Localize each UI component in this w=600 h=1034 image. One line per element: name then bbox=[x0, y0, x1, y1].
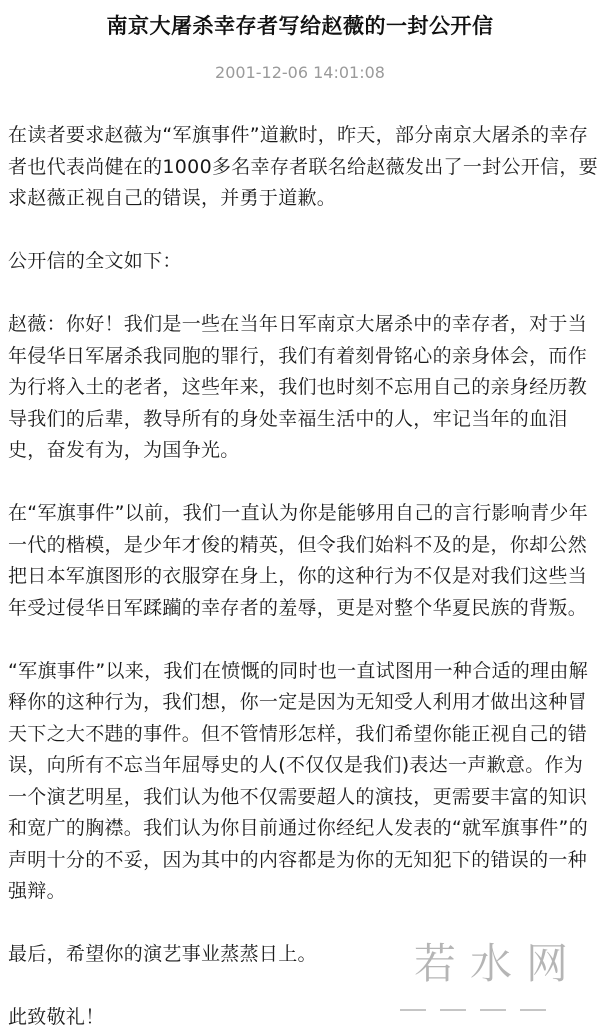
paragraph-intro: 在读者要求赵薇为“军旗事件”道歉时，昨天，部分南京大屠杀的幸存者也代表尚健在的1000多名幸存者联名给赵薇发出了一封公开信，要求赵薇正视自己的错误，并勇于道歉。 bbox=[8, 124, 598, 209]
site-watermark-logo: 若水网 bbox=[413, 939, 582, 988]
paragraph-closing-wish: 最后，希望你的演艺事业蒸蒸日上。 bbox=[8, 943, 317, 965]
paragraph-greeting: 赵薇：你好！我们是一些在当年日军南京大屠杀中的幸存者，对于当年侵华日军屠杀我同胞的罪行，我们有着刻骨铭心的亲身体会，而作为行将入土的老者，这些年来，我们也时刻不忘用自己的亲身经历教导我们的后辈，教导所有的身处幸福生活中的人，牢记当年的血泪史，奋发有为，为国争光。 bbox=[8, 313, 588, 461]
paragraph-fulltext-label: 公开信的全文如下： bbox=[8, 250, 182, 272]
article-body bbox=[8, 120, 598, 1034]
watermark-underline-decoration bbox=[400, 999, 570, 1005]
article-title: 南京大屠杀幸存者写给赵薇的一封公开信 bbox=[106, 14, 494, 38]
paragraph-since-incident: “军旗事件”以来，我们在愤慨的同时也一直试图用一种合适的理由解释你的这种行为，我们想，你一定是因为无知受人利用才做出这种冒天下之大不韪的事件。但不管情形怎样，我们希望你能正视自己的错误，向所有不忘当年屈辱史的人(不仅仅是我们)表达一声歉意。作为一个演艺明星，我们认为他不仅需要超人的演技，更需要丰富的知识和宽广的胸襟。我们认为你目前通过你经纪人发表的“就军旗事件”的声明十分的不妥，因为其中的内容都是为你的无知犯下的错误的一种强辩。 bbox=[8, 659, 588, 902]
paragraph-salutation: 此致敬礼！ bbox=[8, 1006, 105, 1028]
article-date: 2001-12-06 14:01:08 bbox=[215, 63, 385, 82]
paragraph-before-incident: 在“军旗事件”以前，我们一直认为你是能够用自己的言行影响青少年一代的楷模，是少年才俊的精英，但令我们始料不及的是，你却公然把日本军旗图形的衣服穿在身上，你的这种行为不仅是对我们这些当年受过侵华日军蹂躏的幸存者的羞辱，更是对整个华夏民族的背叛。 bbox=[8, 502, 588, 619]
